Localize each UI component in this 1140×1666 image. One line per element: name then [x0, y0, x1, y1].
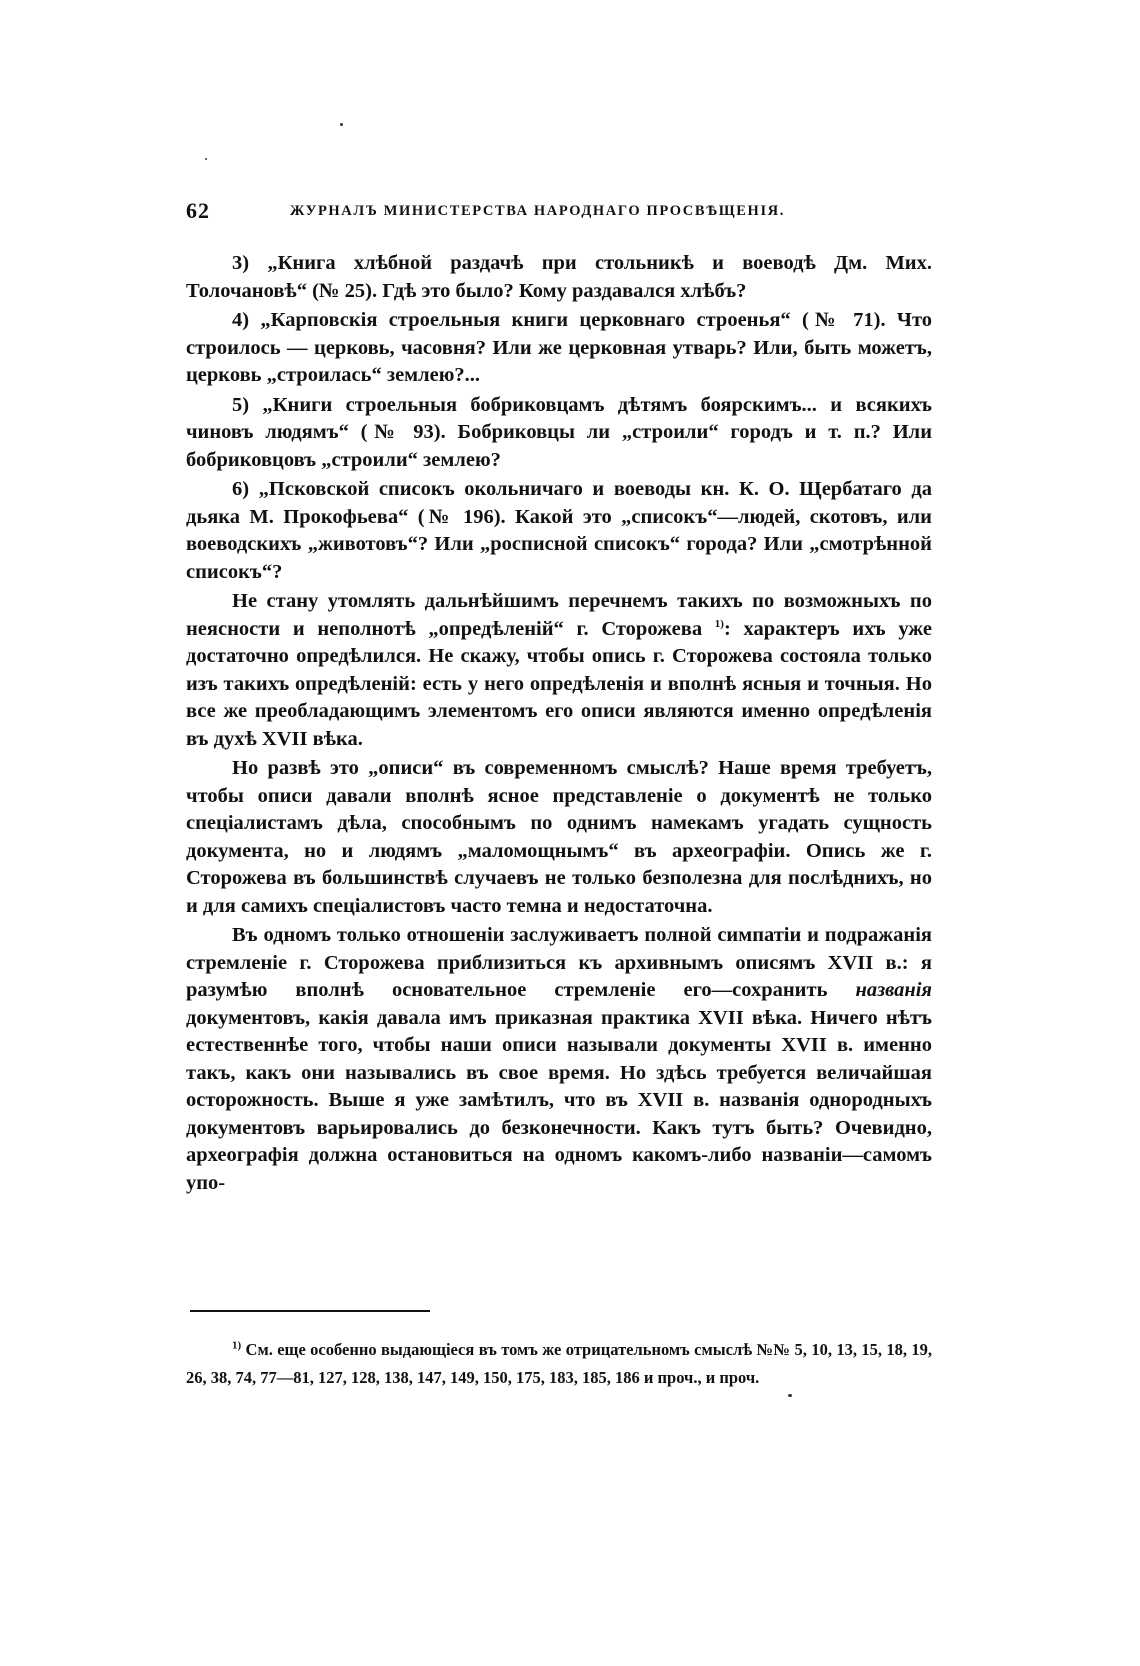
page-number: 62: [186, 198, 210, 223]
paragraph-text: : характеръ ихъ уже достаточно опредѣлился. Не скажу, чтобы опись г. Сторожева состояла только изъ такихъ опредѣленій: есть у него опредѣленія и вполнѣ ясныя и точныя. Но все же преобладающимъ элементомъ его описи являются именно опредѣленія въ духѣ XVII вѣка.: [186, 617, 933, 750]
scan-speck: [788, 1394, 792, 1397]
emphasized-word: названія: [855, 979, 932, 1001]
footnote-divider: [190, 1310, 430, 1312]
body-text: [186, 250, 932, 1199]
footnote-mark: 1): [232, 1339, 242, 1352]
paragraph-text: Не стану утомлять дальнѣйшимъ перечнемъ такихъ по возможныхъ по неясности и неполнотѣ „опредѣленій“ г. Сторожева: [186, 590, 932, 640]
paragraph-item-6: 6) „Псковской списокъ окольничаго и воеводы кн. К. О. Щербатаго да дьяка М. Прокофьева“ (№ 196). Какой это „списокъ“—людей, скотовъ, или воеводскихъ „животовъ“? Или „росписной списокъ“ города? Или „смотрѣнной списокъ“?: [186, 478, 932, 583]
paragraph-critique: [186, 588, 932, 753]
paragraph-item-3: 3) „Книга хлѣбной раздачѣ при стольникѣ и воеводѣ Дм. Мих. Толочановѣ“ (№ 25). Гдѣ это было? Кому раздавался хлѣбъ?: [186, 252, 932, 302]
paragraph-text: документовъ, какія давала имъ приказная практика XVII вѣка. Ничего нѣтъ естественнѣе того, чтобы наши описи называли документы XVII в. именно такъ, какъ они назывались въ свое время. Но здѣсь требуется величайшая осторожность. Выше я уже замѣтилъ, что въ XVII в. названія однородныхъ документовъ варьировались до безконечности. Какъ тутъ быть? Очевидно, археографія должна остановиться на одномъ какомъ-либо названіи—самомъ упо-: [186, 1006, 932, 1194]
paragraph-item-5: 5) „Книги строельныя бобриковцамъ дѣтямъ боярскимъ... и всякихъ чиновъ людямъ“ (№ 93). Бобриковцы ли „строили“ городъ и т. п.? Или бобриковцовъ „строили“ землею?: [186, 393, 932, 471]
running-title: ЖУРНАЛЪ МИНИСТЕРСТВА НАРОДНАГО ПРОСВѢЩЕНІЯ.: [290, 203, 785, 219]
footnote-text: См. еще особенно выдающіеся въ томъ же отрицательномъ смыслѣ №№ 5, 10, 13, 15, 18, 19, 26, 38, 74, 77—81, 127, 128, 138, 147, 149, 150, 175, 183, 185, 186 и проч., и проч.: [186, 1340, 932, 1387]
paragraph-text: Въ одномъ только отношеніи заслуживаетъ полной симпатіи и подражанія стремленіе г. Сторожева приблизиться къ архивнымъ описямъ XVII в.: я разумѣю вполнѣ основательное стремленіе его—сохранить: [186, 924, 932, 1001]
paragraph-modern-sense: Но развѣ это „описи“ въ современномъ смыслѣ? Наше время требуетъ, чтобы описи давали вполнѣ ясное представленіе о документѣ не только спеціалистамъ дѣла, способнымъ по однимъ намекамъ угадать сущность документа, но и людямъ „маломощнымъ“ въ археографіи. Опись же г. Сторожева въ большинствѣ случаевъ не только безполезна для послѣднихъ, но и для самихъ спеціалистовъ часто темна и недостаточна.: [186, 757, 932, 917]
paragraph-item-4: 4) „Карповскія строельныя книги церковнаго строенья“ (№ 71). Что строилось — церковь, часовня? Или же церковная утварь? Или, быть можетъ, церковь „строилась“ землею?...: [186, 309, 932, 386]
footnote: [186, 1336, 932, 1391]
scan-speck: [340, 123, 343, 126]
page-header: [186, 198, 936, 232]
footnote-reference: 1): [714, 617, 724, 630]
scan-speck: [205, 158, 207, 160]
paragraph-names: [186, 922, 932, 1197]
